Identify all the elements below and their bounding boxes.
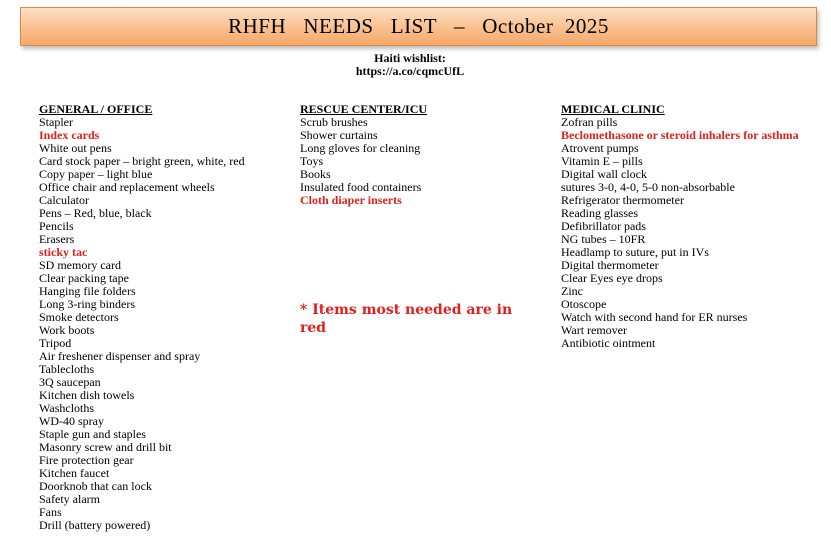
list-item: Pencils [39,219,74,233]
list-item: Watch with second hand for ER nurses [561,310,748,324]
list-item: Long 3-ring binders [39,297,135,311]
medical-clinic-column [561,103,816,350]
medical-clinic-heading: MEDICAL CLINIC [561,102,665,116]
list-item: Erasers [39,232,75,246]
list-item: Wart remover [561,323,627,337]
list-item: Work boots [39,323,95,337]
list-item: Books [300,167,331,181]
list-item: Tripod [39,336,72,350]
list-item: Reading glasses [561,206,638,220]
page-title: RHFH NEEDS LIST – October 2025 [228,14,609,38]
list-item: Calculator [39,193,89,207]
list-item: Hanging file folders [39,284,136,298]
list-item: Card stock paper – bright green, white, red [39,154,245,168]
list-item: Clear packing tape [39,271,129,285]
list-item: Antibiotic ointment [561,336,656,350]
list-item: Smoke detectors [39,310,119,324]
list-item: Clear Eyes eye drops [561,271,663,285]
list-item: Vitamin E – pills [561,154,643,168]
rescue-center-list [300,116,550,207]
list-item: Fans [39,505,62,519]
list-item: Staple gun and staples [39,427,146,441]
list-item: Beclomethasone or steroid inhalers for asthma [561,128,799,142]
list-item: Headlamp to suture, put in IVs [561,245,709,259]
title-banner [20,7,817,46]
list-item: Washcloths [39,401,95,415]
list-item: Kitchen dish towels [39,388,135,402]
list-item: Zofran pills [561,115,618,129]
list-item: Cloth diaper inserts [300,193,402,207]
list-item: Digital wall clock [561,167,647,181]
list-item: White out pens [39,141,112,155]
list-item: Atrovent pumps [561,141,639,155]
list-item: Stapler [39,115,73,129]
list-item: 3Q saucepan [39,375,101,389]
list-item: WD-40 spray [39,414,104,428]
list-item: Doorknob that can lock [39,479,152,493]
general-office-column [39,103,284,532]
list-item: Copy paper – light blue [39,167,153,181]
list-item: Masonry screw and drill bit [39,440,172,454]
list-item: Shower curtains [300,128,378,142]
list-item: Office chair and replacement wheels [39,180,215,194]
list-item: sutures 3-0, 4-0, 5-0 non-absorbable [561,180,735,194]
list-item: NG tubes – 10FR [561,232,646,246]
list-item: Digital thermometer [561,258,659,272]
list-item: Refrigerator thermometer [561,193,684,207]
wishlist-block [0,52,820,78]
list-item: Insulated food containers [300,180,422,194]
rescue-center-column [300,103,550,207]
list-item: Drill (battery powered) [39,518,151,532]
list-item: Kitchen faucet [39,466,110,480]
red-items-note: * Items most needed are in red [300,302,513,336]
general-office-list [39,116,284,532]
medical-clinic-list [561,116,816,350]
list-item: Air freshener dispenser and spray [39,349,201,363]
list-item: Defibrillator pads [561,219,646,233]
list-item: Long gloves for cleaning [300,141,421,155]
list-item: Pens – Red, blue, black [39,206,152,220]
list-item: Safety alarm [39,492,100,506]
list-item: Toys [300,154,324,168]
list-item: Fire protection gear [39,453,134,467]
list-item: Otoscope [561,297,607,311]
list-item: SD memory card [39,258,121,272]
list-item: Tablecloths [39,362,95,376]
rescue-center-heading: RESCUE CENTER/ICU [300,102,428,116]
wishlist-link[interactable]: https://a.co/cqmcUfL [355,64,465,78]
list-item: Index cards [39,128,100,142]
general-office-heading: GENERAL / OFFICE [39,102,153,116]
list-item: Zinc [561,284,583,298]
list-item: Scrub brushes [300,115,368,129]
list-item: sticky tac [39,245,88,259]
wishlist-label: Haiti wishlist: [374,51,446,65]
